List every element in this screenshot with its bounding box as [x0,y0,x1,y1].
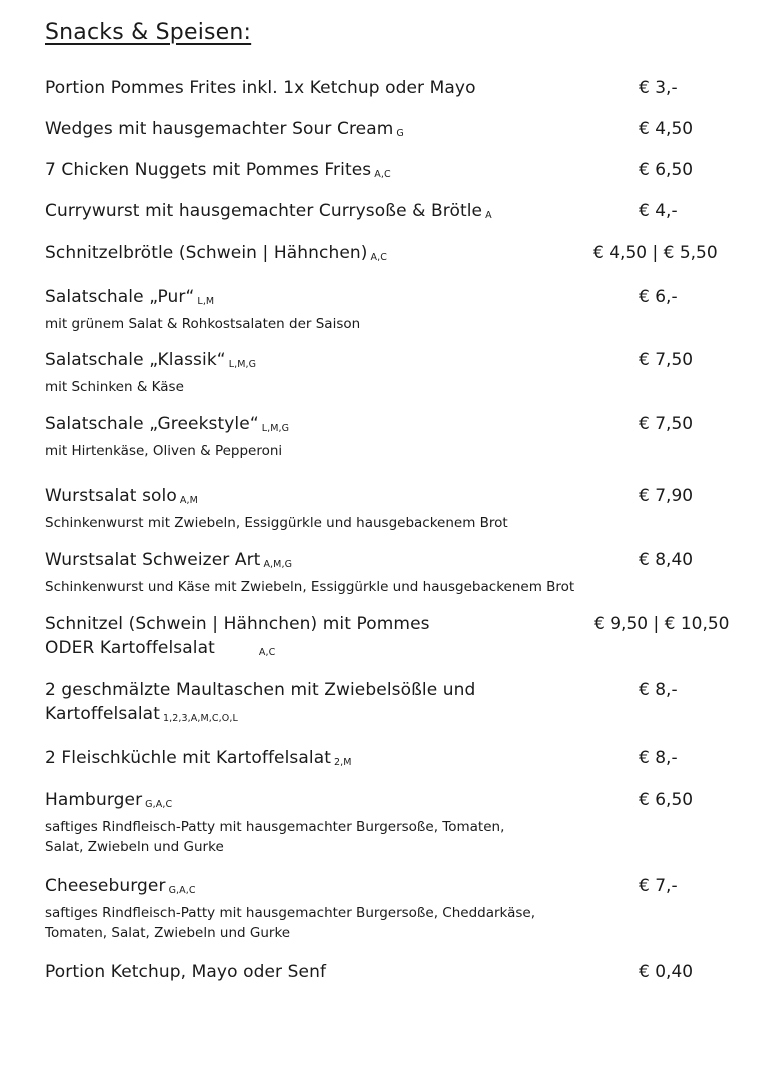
item-price: € 6,50 [639,160,694,180]
item-price: € 3,- [639,78,678,98]
item-price: € 8,- [639,680,678,700]
item-price: € 7,50 [639,414,694,434]
item-description-line2: Salat, Zwiebeln und Gurke [45,839,224,855]
item-description: mit Schinken & Käse [45,379,184,395]
item-allergens: 2,M [334,757,352,768]
menu-item [45,412,735,461]
item-name-line2: ODER Kartoffelsalat [45,638,215,658]
item-name: Schnitzelbrötle (Schwein | Hähnchen) [45,243,368,263]
item-name: Hamburger [45,790,143,810]
item-description: Schinkenwurst mit Zwiebeln, Essiggürkle und hausgebackenem Brot [45,515,508,531]
item-price: € 6,- [639,287,678,307]
menu-item [45,612,735,665]
item-allergens: A,C [370,252,387,263]
item-price: € 6,50 [639,790,694,810]
item-price: € 7,90 [639,486,694,506]
item-price: € 7,50 [639,350,694,370]
menu-item [45,348,735,397]
item-description-line2: Tomaten, Salat, Zwiebeln und Gurke [45,925,291,941]
item-price: € 8,40 [639,550,694,570]
item-name: Currywurst mit hausgemachter Currysoße & Brötle [45,201,483,221]
item-description: saftiges Rindfleisch-Patty mit hausgemachter Burgersoße, Cheddarkäse, [45,905,536,921]
item-price: € 4,- [639,201,678,221]
item-allergens: G,A,C [145,799,173,810]
item-name: Salatschale „Greekstyle“ [45,414,259,434]
item-allergens: A,M,G [263,559,293,570]
item-allergens: A,C [374,169,391,180]
menu-item [45,199,735,228]
item-name: Wurstsalat Schweizer Art [45,550,261,570]
menu-item [45,746,735,775]
item-price: € 9,50 | € 10,50 [594,614,730,634]
item-allergens: A,M [179,495,198,506]
menu-item [45,241,735,270]
menu-item [45,548,735,597]
item-name: Portion Pommes Frites inkl. 1x Ketchup oder Mayo [45,78,476,98]
item-name: Wurstsalat solo [45,486,177,506]
menu-item [45,285,735,334]
item-price: € 7,- [639,876,678,896]
menu-item [45,874,735,943]
item-price: € 8,- [639,748,678,768]
item-price: € 0,40 [639,962,694,982]
item-name: Salatschale „Klassik“ [45,350,226,370]
item-description: mit Hirtenkäse, Oliven & Pepperoni [45,443,283,459]
item-allergens: A [485,210,492,221]
item-price: € 4,50 [639,119,694,139]
item-name: Wedges mit hausgemachter Sour Cream [45,119,394,139]
menu-item [45,117,735,146]
item-name: 2 geschmälzte Maultaschen mit Zwiebelsößle und [45,680,476,700]
menu-item [45,678,735,731]
item-name: Portion Ketchup, Mayo oder Senf [45,962,327,982]
item-description: Schinkenwurst und Käse mit Zwiebeln, Essiggürkle und hausgebackenem Brot [45,579,575,595]
item-allergens: G,A,C [168,885,196,896]
item-name: 7 Chicken Nuggets mit Pommes Frites [45,160,372,180]
menu-item [45,960,735,984]
menu-item [45,788,735,857]
menu-title: Snacks & Speisen: [45,20,252,45]
item-allergens: G [396,128,404,139]
item-allergens: 1,2,3,A,M,C,O,L [162,713,238,724]
item-name: Cheeseburger [45,876,166,896]
item-description: mit grünem Salat & Rohkostsalaten der Saison [45,316,361,332]
item-allergens: A,C [258,647,276,658]
item-name: 2 Fleischküchle mit Kartoffelsalat [45,748,331,768]
menu-item [45,484,735,533]
item-allergens: L,M,G [261,423,290,434]
item-name-line2: Kartoffelsalat [45,704,160,724]
menu-item [45,76,735,100]
item-allergens: L,M [197,296,215,307]
item-allergens: L,M,G [228,359,257,370]
item-description: saftiges Rindfleisch-Patty mit hausgemachter Burgersoße, Tomaten, [45,819,505,835]
item-name: Salatschale „Pur“ [45,287,195,307]
item-name: Schnitzel (Schwein | Hähnchen) mit Pommes [45,614,430,634]
menu-item [45,158,735,187]
item-price: € 4,50 | € 5,50 [593,243,718,263]
